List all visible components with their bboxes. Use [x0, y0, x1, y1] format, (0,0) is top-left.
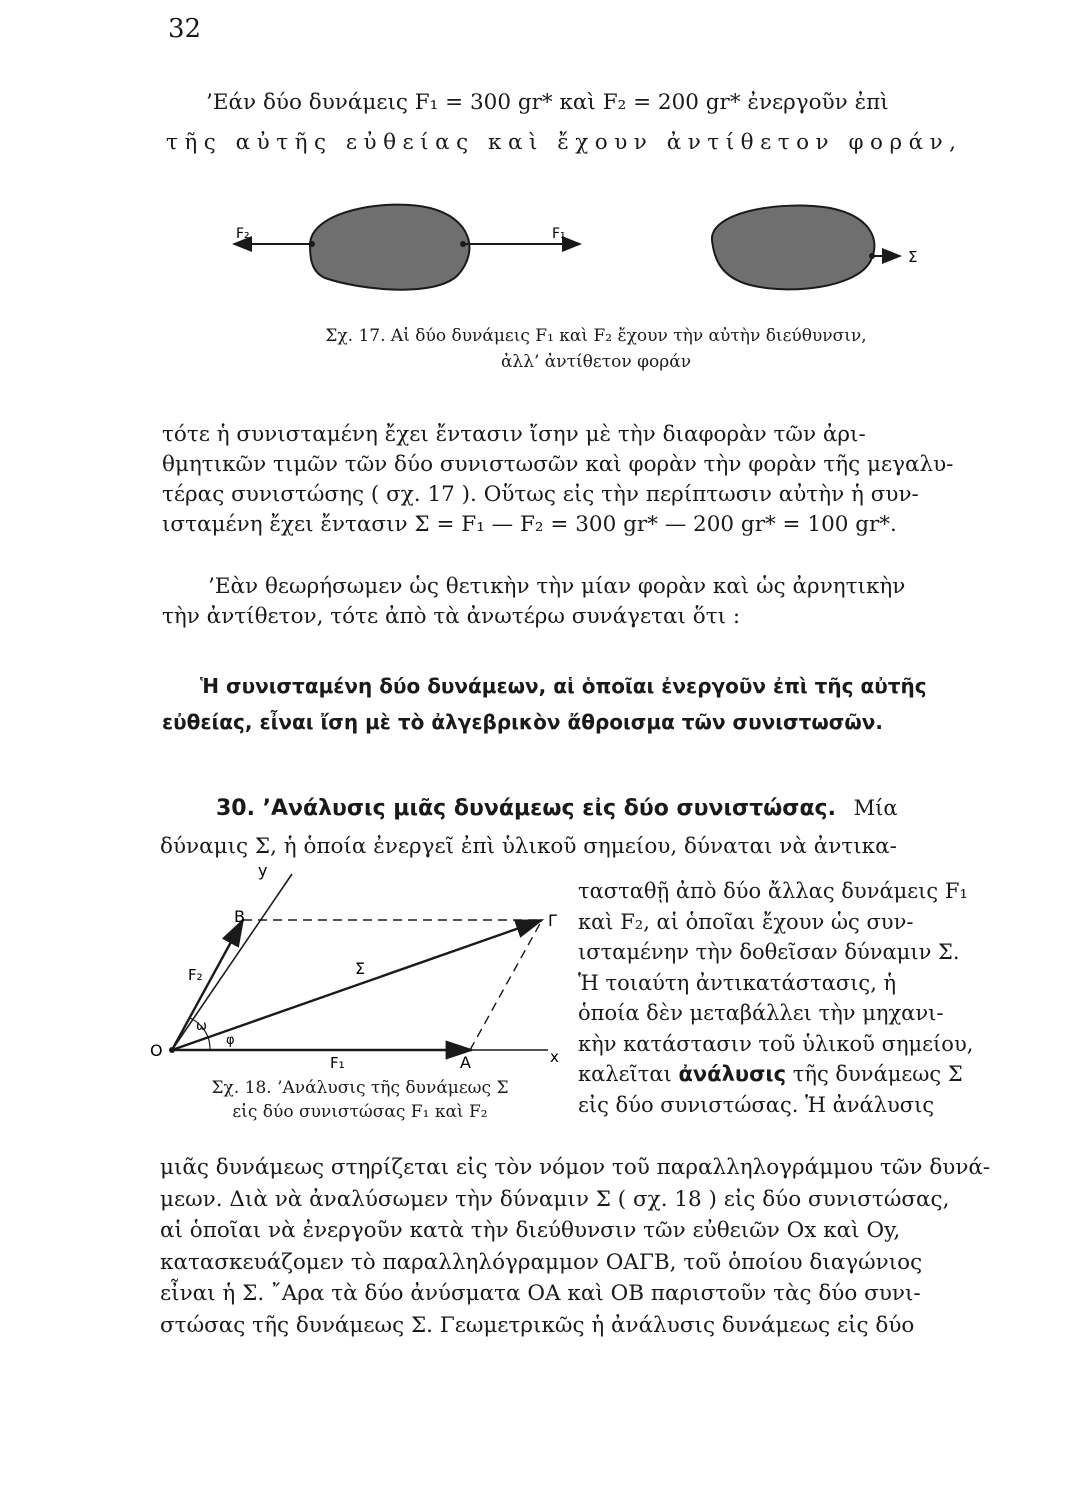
point-left	[309, 241, 315, 247]
right-line-2: καὶ F₂, αἱ ὁποῖαι ἔχουν ὡς συν-	[578, 909, 914, 934]
right-line-8: εἰς δύο συνιστώσας. Ἡ ἀνάλυσις	[578, 1092, 935, 1117]
right-line-1: τασταθῇ ἀπὸ δύο ἄλλας δυνάμεις F₁	[578, 879, 968, 903]
right-line-7	[578, 1059, 998, 1090]
figure-17-caption-line-2: ἀλλ’ ἀντίθετον φοράν	[500, 352, 692, 372]
intro-line-2: τῆς αὐτῆς εὐθείας καὶ ἔχουν ἀντίθετον φοράν,	[166, 130, 963, 155]
paragraph-1-line-2: θμητικῶν τιμῶν τῶν δύο συνιστωσῶν καὶ φορὰν τὴν φορὰν τῆς μεγαλυ-	[162, 452, 954, 477]
label-x: x	[550, 1048, 559, 1066]
label-a: A	[460, 1053, 471, 1072]
section-30-continuation	[160, 1152, 996, 1341]
paragraph-1-line-3: τέρας συνιστώσης ( σχ. 17 ). Οὕτως εἰς τὴν περίπτωσιν αὐτὴν ἡ συν-	[162, 482, 919, 507]
paragraph-1-line-4: ισταμένη ἔχει ἔντασιν Σ = F₁ — F₂ = 300 gr* — 200 gr* = 100 gr*.	[162, 512, 897, 537]
right-line-6: κὴν κατάστασιν τοῦ ὑλικοῦ σημείου,	[578, 1031, 974, 1056]
intro-paragraph-2	[166, 128, 996, 158]
label-sigma-fig18: Σ	[355, 959, 366, 978]
label-f2-fig18: F₂	[188, 966, 203, 984]
continuation-line-4: κατασκευάζομεν τὸ παραλληλόγραμμον ΟΑΓΒ, τοῦ ὁποίου διαγώνιος	[160, 1249, 923, 1275]
paragraph-2	[162, 572, 994, 632]
continuation-line-6: στώσας τῆς δυνάμεως Σ. Γεωμετρικῶς ἡ ἀνάλυσις δυνάμεως εἰς δύο	[160, 1312, 915, 1338]
figure-17-caption-line-1: Σχ. 17. Αἱ δύο δυνάμεις F₁ καὶ F₂ ἔχουν τὴν αὐτὴν διεύθυνσιν,	[325, 326, 867, 346]
label-g: Γ	[548, 911, 557, 930]
label-o: O	[150, 1041, 163, 1060]
intro-paragraph	[206, 88, 996, 118]
right-line-7-prefix: καλεῖται	[578, 1062, 672, 1086]
bold-term-analysis: ἀνάλυσις	[678, 1062, 787, 1086]
paragraph-2-line-1: ’Εὰν θεωρήσωμεν ὡς θετικὴν τὴν μίαν φορὰν καὶ ὡς ἀρνητικὴν	[208, 574, 906, 599]
figure-18-caption	[160, 1078, 560, 1122]
axis-y	[172, 874, 292, 1050]
rule-line-2: εὐθείας, εἶναι ἴση μὲ τὸ ἀλγεβρικὸν ἄθροισμα τῶν συνιστωσῶν.	[162, 710, 883, 734]
page-number: 32	[168, 14, 202, 44]
label-omega: ω	[196, 1019, 207, 1034]
right-line-4: Ἡ τοιαύτη ἀντικατάστασις, ἡ	[578, 970, 897, 995]
dashed-a-g	[470, 920, 542, 1050]
right-line-3: ισταμένην τὴν δοθεῖσαν δύναμιν Σ.	[578, 940, 960, 964]
section-30-heading-tail: Μία	[853, 796, 898, 820]
label-f1-fig17: F₁	[552, 226, 566, 242]
paragraph-2-line-2: τὴν ἀντίθετον, τότε ἀπὸ τὰ ἀνωτέρω συνάγεται ὅτι :	[162, 604, 741, 629]
continuation-line-5: εἶναι ἡ Σ. ῎Αρα τὰ δύο ἀνύσματα ΟΑ καὶ ΟΒ παριστοῦν τὰς δύο συνι-	[160, 1281, 921, 1306]
body-right	[712, 206, 874, 290]
intro-line-1: ’Εάν δύο δυνάμεις F₁ = 300 gr* καὶ F₂ = 200 gr* ἐνεργοῦν ἐπὶ	[206, 90, 889, 115]
vector-sigma	[172, 920, 542, 1050]
section-30-title: 30. ’Ανάλυσις μιᾶς δυνάμεως εἰς δύο συνιστώσας.	[216, 796, 836, 821]
figure-17-caption	[256, 326, 936, 372]
continuation-line-3: αἱ ὁποῖαι νὰ ἐνεργοῦν κατὰ τὴν διεύθυνσιν τῶν εὐθειῶν Ox καὶ Oy,	[160, 1218, 901, 1243]
point-o	[169, 1047, 175, 1053]
point-sigma	[869, 253, 875, 259]
paragraph-1	[162, 420, 994, 540]
continuation-line-1: μιᾶς δυνάμεως στηρίζεται εἰς τὸν νόμον τοῦ παραλληλογράμμου τῶν δυνά-	[160, 1155, 991, 1180]
section-30-line-2-text: δύναμις Σ, ἡ ὁποία ἐνεργεῖ ἐπὶ ὑλικοῦ σημείου, δύναται νὰ ἀντικα-	[160, 834, 897, 859]
point-right	[460, 241, 466, 247]
label-sigma-fig17: Σ	[908, 248, 918, 266]
body-left	[310, 205, 469, 290]
right-line-5: ὁποία δὲν μεταβάλλει τὴν μηχανι-	[578, 1001, 944, 1025]
label-b: B	[234, 907, 245, 926]
label-f2-fig17: F₂	[236, 226, 250, 242]
section-30-heading	[216, 796, 898, 821]
section-30-right-column	[578, 876, 998, 1120]
figure-18	[150, 862, 580, 1077]
label-y: y	[258, 862, 268, 880]
figure-18-caption-line-1: Σχ. 18. ’Ανάλυσις τῆς δυνάμεως Σ	[211, 1078, 509, 1098]
figure-18-caption-line-2: εἰς δύο συνιστώσας F₁ καὶ F₂	[232, 1102, 488, 1122]
continuation-line-2: μεων. Διὰ νὰ ἀναλύσωμεν τὴν δύναμιν Σ ( σχ. 18 ) εἰς δύο συνιστώσας,	[160, 1186, 950, 1212]
angle-arc-phi	[208, 1037, 210, 1050]
label-f1-fig18: F₁	[330, 1054, 345, 1072]
section-30-line-2	[160, 832, 992, 862]
rule-line-1: Ἡ συνισταμένη δύο δυνάμεων, αἱ ὁποῖαι ἐνεργοῦν ἐπὶ τῆς αὐτῆς	[200, 674, 927, 698]
paragraph-1-line-1: τότε ἡ συνισταμένη ἔχει ἔντασιν ἴσην μὲ τὴν διαφορὰν τῶν ἀρι-	[162, 422, 866, 447]
vector-f2	[172, 920, 243, 1050]
figure-17	[220, 190, 940, 310]
right-line-7-tail: τῆς δυνάμεως Σ	[792, 1062, 963, 1086]
rule-statement	[162, 668, 990, 740]
label-phi: φ	[226, 1033, 235, 1048]
